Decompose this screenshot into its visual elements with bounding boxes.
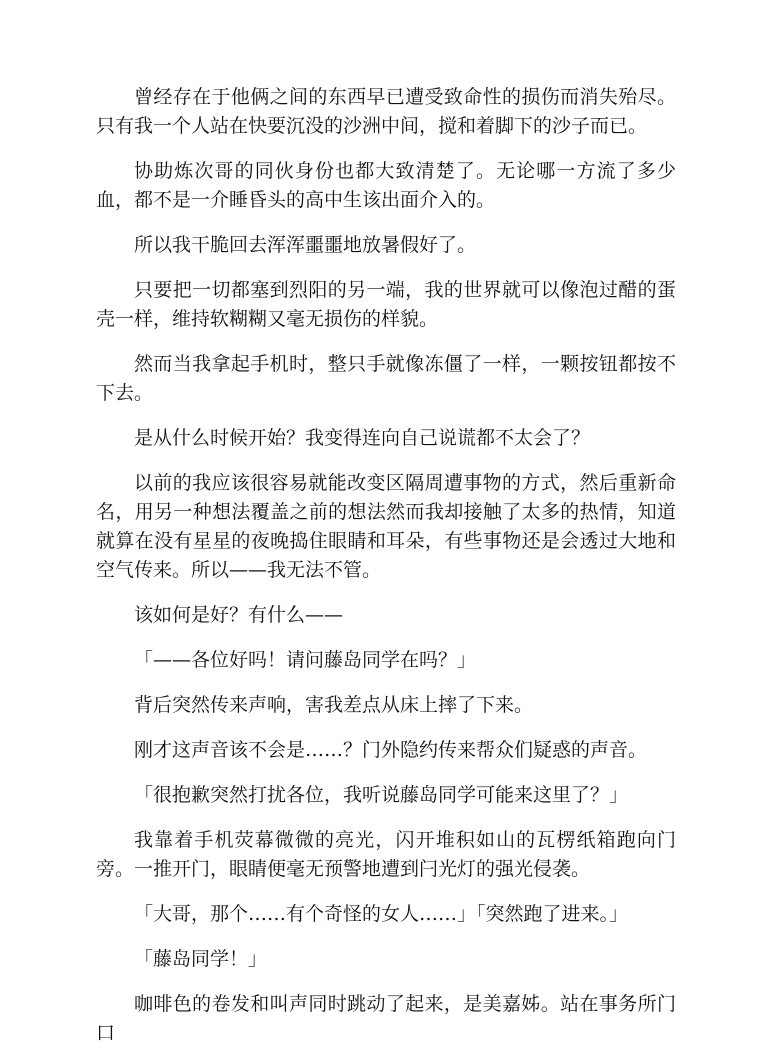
paragraph: 背后突然传来声响，害我差点从床上摔了下来。 xyxy=(134,694,534,716)
paragraph: 所以我干脆回去浑浑噩噩地放暑假好了。 xyxy=(134,234,477,256)
dialogue-line: 「藤岛同学！」 xyxy=(134,948,268,970)
paragraph: 刚才这声音该不会是……？门外隐约传来帮众们疑惑的声音。 xyxy=(134,739,648,761)
paragraph: 然而当我拿起手机时，整只手就像冻僵了一样，一颗按钮都按不下去。 xyxy=(96,353,676,404)
paragraph: 该如何是好？有什么—— xyxy=(134,604,344,626)
paragraph: 协助炼次哥的同伙身份也都大致清楚了。无论哪一方流了多少血，都不是一介睡昏头的高中生该出面介入的。 xyxy=(96,160,676,211)
paragraph: 只要把一切都塞到烈阳的另一端，我的世界就可以像泡过醋的蛋壳一样，维持软糊糊又毫无损伤的样貌。 xyxy=(96,279,676,330)
dialogue-line: 「大哥，那个……有个奇怪的女人……」「突然跑了进来。」 xyxy=(134,903,629,925)
dialogue-line: 「——各位好吗！请问藤岛同学在吗？」 xyxy=(134,649,477,671)
paragraph: 以前的我应该很容易就能改变区隔周遭事物的方式，然后重新命名，用另一种想法覆盖之前的想法然而我却接触了太多的热情，知道就算在没有星星的夜晚捣住眼睛和耳朵，有些事物还是会透过大地和空气传来。所以——我无法不管。 xyxy=(96,472,676,581)
paragraph: 咖啡色的卷发和叫声同时跳动了起来，是美嘉姊。站在事务所门口 xyxy=(96,993,676,1044)
book-page xyxy=(96,83,676,1064)
paragraph: 是从什么时候开始？我变得连向自己说谎都不太会了？ xyxy=(134,427,591,449)
paragraph: 我靠着手机荧幕微微的亮光，闪开堆积如山的瓦楞纸箱跑向门旁。一推开门，眼睛便毫无预警地遭到闩光灯的强光侵袭。 xyxy=(96,829,676,880)
dialogue-line: 「很抱歉突然打扰各位，我听说藤岛同学可能来这里了？」 xyxy=(134,784,629,806)
paragraph: 曾经存在于他俩之间的东西早已遭受致命性的损伤而消失殆尽。只有我一个人站在快要沉没的沙洲中间，搅和着脚下的沙子而已。 xyxy=(96,86,676,137)
